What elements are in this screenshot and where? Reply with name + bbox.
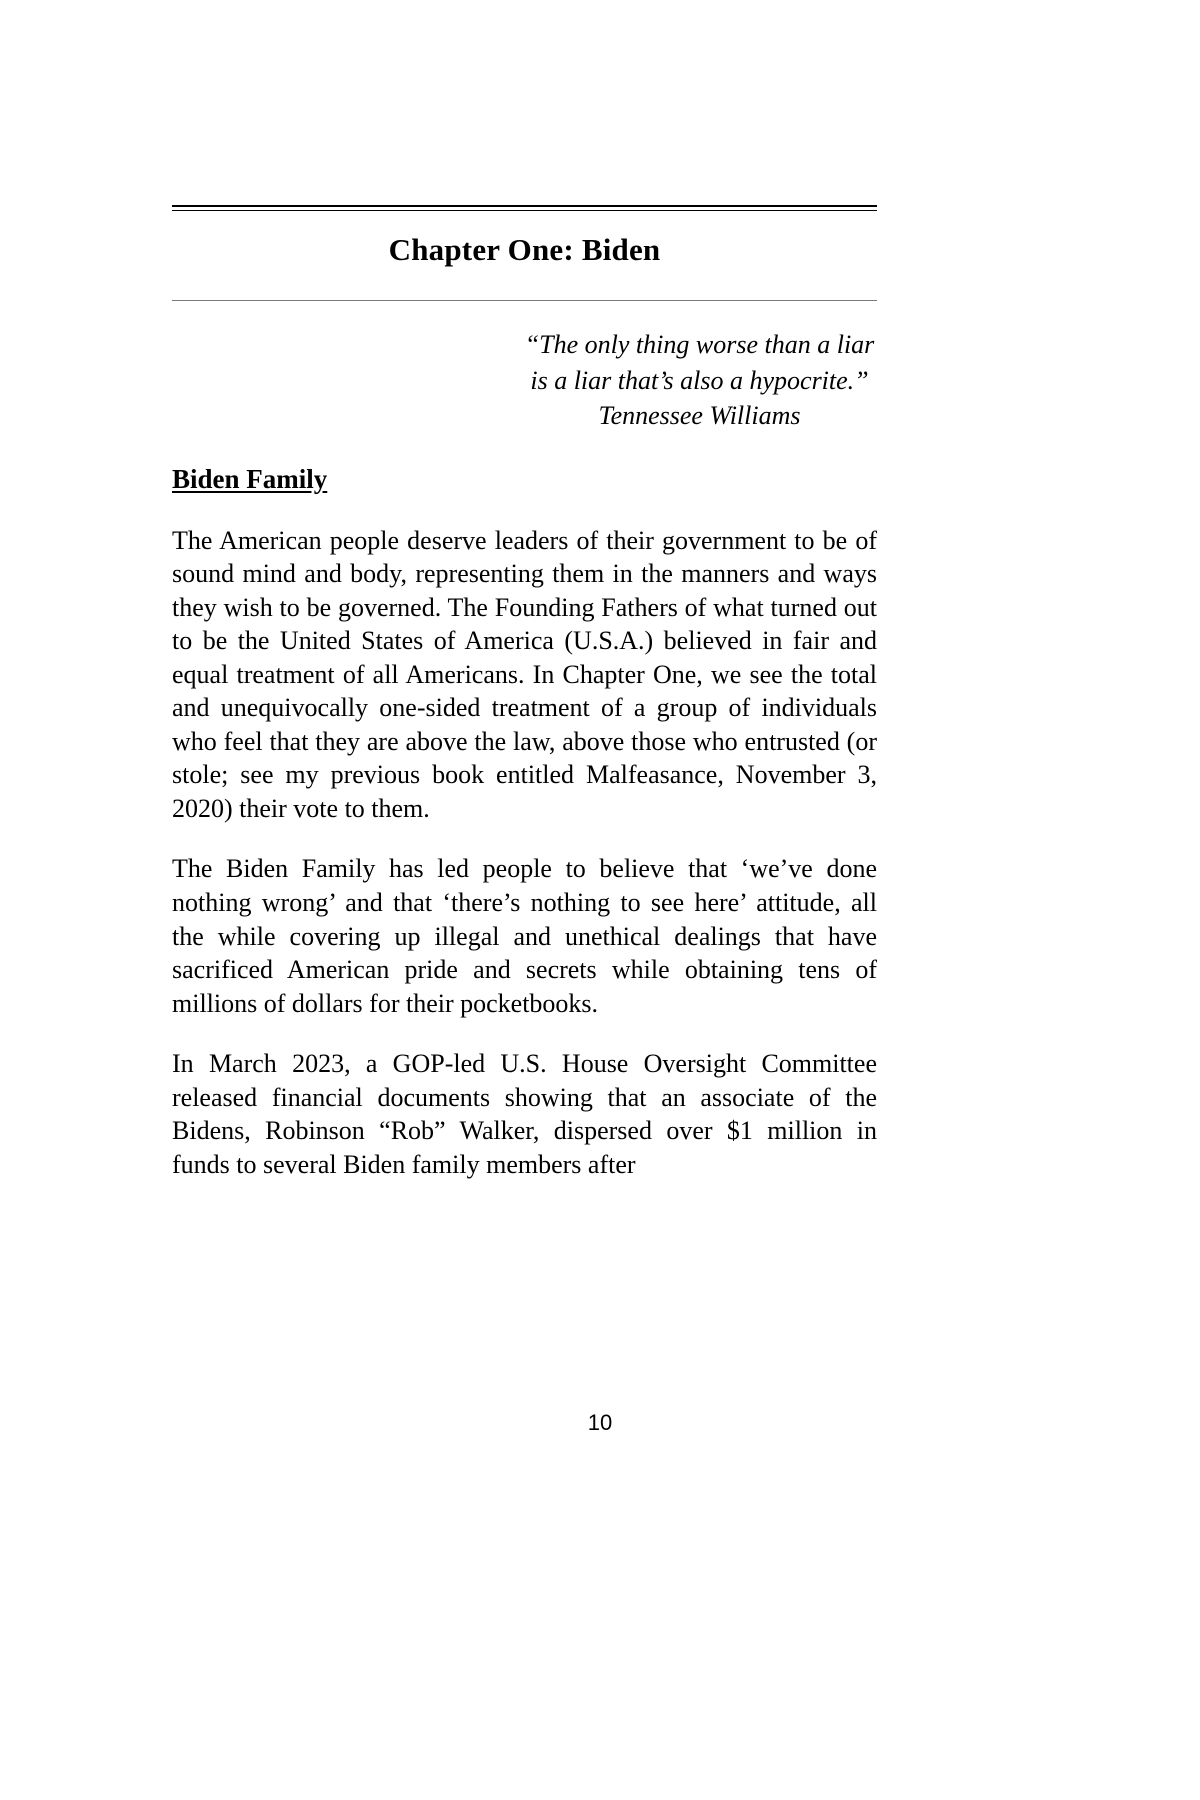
body-copy bbox=[172, 524, 877, 1182]
paragraph-2: The Biden Family has led people to believe that ‘we’ve done nothing wrong’ and that ‘there’s nothing to see here’ attitude, all the while covering up illegal and unethical dealings that have sacrificed American pride and secrets while obtaining tens of millions of dollars for their pocketbooks. bbox=[172, 854, 877, 1018]
epigraph-line-1: “The only thing worse than a bbox=[524, 330, 831, 360]
epigraph-block bbox=[522, 327, 877, 433]
paragraph-3: In March 2023, a GOP-led U.S. House Oversight Committee released financial documents showing that an associate of the Bidens, Robinson “Rob” Walker, dispersed over $1 million in funds to several Biden family members after bbox=[172, 1049, 877, 1179]
epigraph-line-2: liar is a liar that’s also a bbox=[530, 330, 875, 395]
epigraph-attribution: Tennessee Williams bbox=[598, 400, 801, 430]
page-content-column bbox=[172, 0, 877, 1181]
page-number: 10 bbox=[587, 1410, 613, 1435]
header-bottom-rule bbox=[172, 300, 877, 301]
epigraph-line-3: hypocrite.” bbox=[749, 365, 869, 395]
paragraph-1: The American people deserve leaders of their government to be of sound mind and body, representing them in the manners and ways they wish to be governed. The Founding Fathers of what turned out to be the United States of America (U.S.A.) believed in fair and equal treatment of all Americans. In Chapter One, we see the total and unequivocally one-sided treatment of a group of individuals who feel that they are above the law, above those who entrusted (or stole; see my previous book entitled Malfeasance, November 3, 2020) their vote to them. bbox=[172, 525, 877, 823]
section-heading-text: Biden Family bbox=[172, 464, 328, 495]
chapter-title: Chapter One: Biden bbox=[388, 232, 661, 267]
section-heading bbox=[172, 433, 877, 495]
